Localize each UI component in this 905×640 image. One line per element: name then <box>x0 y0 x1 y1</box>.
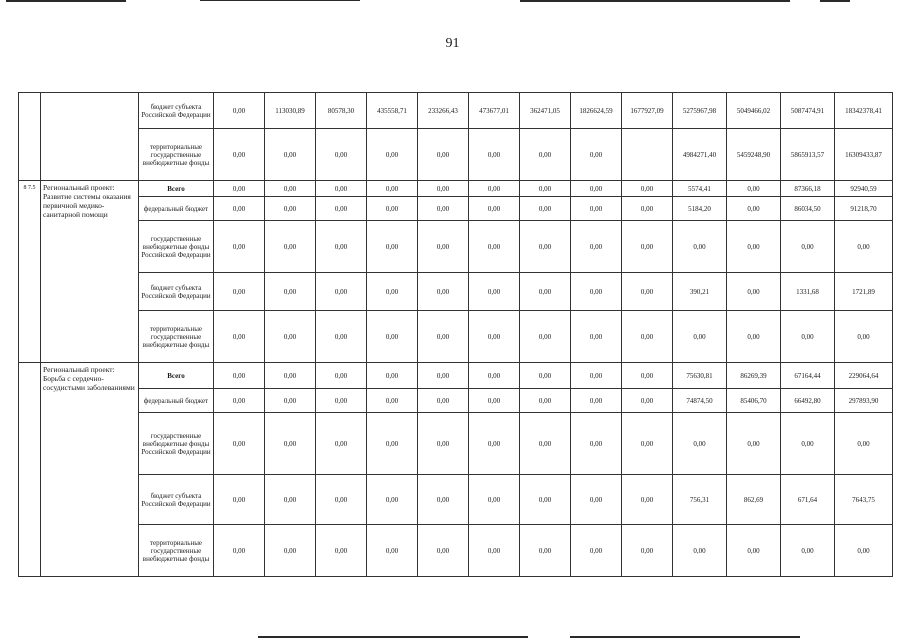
value-cell: 0,00 <box>265 181 316 197</box>
project-number-cell: 8 7.5 <box>19 181 41 363</box>
value-cell <box>622 129 673 181</box>
value-cell: 0,00 <box>781 311 835 363</box>
scan-artifact-top-left <box>6 0 126 2</box>
value-cell: 0,00 <box>265 475 316 525</box>
value-cell: 0,00 <box>520 221 571 273</box>
scan-artifact-top-right <box>520 0 790 2</box>
value-cell: 0,00 <box>520 197 571 221</box>
value-cell: 87366,18 <box>781 181 835 197</box>
value-cell: 0,00 <box>214 221 265 273</box>
value-cell: 1826624,59 <box>571 93 622 129</box>
value-cell: 0,00 <box>367 389 418 413</box>
value-cell: 0,00 <box>265 197 316 221</box>
project-name-cell: Региональный проект: Развитие системы оказания первичной медико-санитарной помощи <box>41 181 139 363</box>
value-cell: 0,00 <box>571 311 622 363</box>
value-cell: 0,00 <box>418 197 469 221</box>
budget-table <box>18 92 893 577</box>
value-cell: 0,00 <box>418 475 469 525</box>
value-cell: 92940,59 <box>835 181 893 197</box>
value-cell: 0,00 <box>673 311 727 363</box>
funding-source-cell: бюджет субъекта Российской Федерации <box>139 475 214 525</box>
value-cell: 0,00 <box>622 197 673 221</box>
value-cell: 0,00 <box>727 181 781 197</box>
table-row <box>19 181 893 197</box>
funding-source-cell: территориальные государственные внебюджетные фонды <box>139 525 214 577</box>
value-cell: 7643,75 <box>835 475 893 525</box>
value-cell: 0,00 <box>673 221 727 273</box>
value-cell: 0,00 <box>265 413 316 475</box>
value-cell: 0,00 <box>265 525 316 577</box>
value-cell: 0,00 <box>316 221 367 273</box>
value-cell: 0,00 <box>214 273 265 311</box>
value-cell: 0,00 <box>835 311 893 363</box>
value-cell: 0,00 <box>214 525 265 577</box>
value-cell: 5087474,91 <box>781 93 835 129</box>
value-cell: 85406,70 <box>727 389 781 413</box>
project-name-cell: Региональный проект: Борьба с сердечно-сосудистыми заболеваниями <box>41 363 139 577</box>
value-cell: 0,00 <box>469 389 520 413</box>
value-cell: 0,00 <box>367 413 418 475</box>
value-cell: 0,00 <box>571 363 622 389</box>
value-cell: 0,00 <box>265 363 316 389</box>
value-cell: 0,00 <box>418 413 469 475</box>
value-cell: 0,00 <box>622 363 673 389</box>
table-row <box>19 197 893 221</box>
budget-table-body <box>19 93 893 577</box>
value-cell: 0,00 <box>469 363 520 389</box>
value-cell: 0,00 <box>316 197 367 221</box>
value-cell: 0,00 <box>622 475 673 525</box>
value-cell: 0,00 <box>727 525 781 577</box>
value-cell: 0,00 <box>520 389 571 413</box>
value-cell: 0,00 <box>520 311 571 363</box>
value-cell: 0,00 <box>214 363 265 389</box>
table-row <box>19 221 893 273</box>
project-number-cell <box>19 363 41 577</box>
value-cell: 0,00 <box>367 221 418 273</box>
value-cell: 0,00 <box>316 413 367 475</box>
value-cell: 0,00 <box>418 129 469 181</box>
value-cell: 0,00 <box>265 273 316 311</box>
value-cell: 0,00 <box>835 221 893 273</box>
value-cell: 233266,43 <box>418 93 469 129</box>
value-cell: 0,00 <box>727 311 781 363</box>
value-cell: 0,00 <box>571 221 622 273</box>
value-cell: 0,00 <box>781 221 835 273</box>
scan-artifact-bottom-right <box>570 636 800 638</box>
value-cell: 0,00 <box>469 273 520 311</box>
value-cell: 0,00 <box>316 129 367 181</box>
project-name-cell <box>41 93 139 181</box>
value-cell: 0,00 <box>571 525 622 577</box>
table-row <box>19 273 893 311</box>
value-cell: 0,00 <box>781 525 835 577</box>
value-cell: 86034,50 <box>781 197 835 221</box>
value-cell: 0,00 <box>367 181 418 197</box>
value-cell: 0,00 <box>781 413 835 475</box>
funding-source-cell: Всего <box>139 363 214 389</box>
value-cell: 0,00 <box>316 363 367 389</box>
value-cell: 0,00 <box>622 311 673 363</box>
table-row <box>19 413 893 475</box>
value-cell: 4984271,40 <box>673 129 727 181</box>
value-cell: 0,00 <box>316 273 367 311</box>
value-cell: 0,00 <box>418 311 469 363</box>
funding-source-cell: территориальные государственные внебюджетные фонды <box>139 311 214 363</box>
value-cell: 5275967,98 <box>673 93 727 129</box>
value-cell: 0,00 <box>367 311 418 363</box>
table-row <box>19 389 893 413</box>
value-cell: 0,00 <box>727 221 781 273</box>
value-cell: 0,00 <box>316 389 367 413</box>
value-cell: 0,00 <box>571 129 622 181</box>
value-cell: 0,00 <box>520 129 571 181</box>
value-cell: 0,00 <box>316 475 367 525</box>
value-cell: 0,00 <box>367 363 418 389</box>
value-cell: 0,00 <box>520 413 571 475</box>
value-cell: 0,00 <box>316 311 367 363</box>
funding-source-cell: Всего <box>139 181 214 197</box>
value-cell: 5459248,90 <box>727 129 781 181</box>
value-cell: 0,00 <box>727 197 781 221</box>
value-cell: 0,00 <box>418 389 469 413</box>
value-cell: 0,00 <box>469 181 520 197</box>
funding-source-cell: государственные внебюджетные фонды Российской Федерации <box>139 221 214 273</box>
scan-artifact-bottom-left <box>258 636 528 638</box>
value-cell: 0,00 <box>214 197 265 221</box>
table-row <box>19 129 893 181</box>
value-cell: 16309433,87 <box>835 129 893 181</box>
value-cell: 0,00 <box>214 181 265 197</box>
value-cell: 0,00 <box>265 221 316 273</box>
value-cell: 0,00 <box>673 525 727 577</box>
page-number: 91 <box>445 36 460 51</box>
value-cell: 0,00 <box>622 221 673 273</box>
value-cell: 0,00 <box>214 93 265 129</box>
value-cell: 0,00 <box>418 363 469 389</box>
value-cell: 1331,68 <box>781 273 835 311</box>
value-cell: 0,00 <box>571 475 622 525</box>
value-cell: 0,00 <box>367 273 418 311</box>
funding-source-cell: федеральный бюджет <box>139 197 214 221</box>
value-cell: 0,00 <box>571 181 622 197</box>
table-row <box>19 525 893 577</box>
value-cell: 0,00 <box>622 181 673 197</box>
value-cell: 5184,20 <box>673 197 727 221</box>
value-cell: 0,00 <box>520 525 571 577</box>
funding-source-cell: государственные внебюджетные фонды Российской Федерации <box>139 413 214 475</box>
value-cell: 0,00 <box>418 525 469 577</box>
value-cell: 0,00 <box>520 363 571 389</box>
value-cell: 1677927,09 <box>622 93 673 129</box>
value-cell: 0,00 <box>469 475 520 525</box>
value-cell: 0,00 <box>214 413 265 475</box>
value-cell: 74874,50 <box>673 389 727 413</box>
value-cell: 86269,39 <box>727 363 781 389</box>
value-cell: 0,00 <box>622 413 673 475</box>
value-cell: 0,00 <box>214 129 265 181</box>
scan-artifact-top-mid <box>200 0 360 1</box>
value-cell: 390,21 <box>673 273 727 311</box>
value-cell: 0,00 <box>316 181 367 197</box>
value-cell: 435558,71 <box>367 93 418 129</box>
value-cell: 0,00 <box>418 273 469 311</box>
value-cell: 91218,70 <box>835 197 893 221</box>
funding-source-cell: федеральный бюджет <box>139 389 214 413</box>
value-cell: 75630,81 <box>673 363 727 389</box>
table-row <box>19 475 893 525</box>
value-cell: 67164,44 <box>781 363 835 389</box>
value-cell: 0,00 <box>367 197 418 221</box>
funding-source-cell: территориальные государственные внебюджетные фонды <box>139 129 214 181</box>
value-cell: 0,00 <box>367 129 418 181</box>
value-cell: 473677,01 <box>469 93 520 129</box>
value-cell: 0,00 <box>727 413 781 475</box>
value-cell: 0,00 <box>418 181 469 197</box>
value-cell: 362471,05 <box>520 93 571 129</box>
value-cell: 80578,30 <box>316 93 367 129</box>
value-cell: 0,00 <box>520 181 571 197</box>
value-cell: 1721,89 <box>835 273 893 311</box>
value-cell: 0,00 <box>469 197 520 221</box>
value-cell: 0,00 <box>469 311 520 363</box>
value-cell: 0,00 <box>469 525 520 577</box>
value-cell: 297893,90 <box>835 389 893 413</box>
value-cell: 0,00 <box>265 129 316 181</box>
value-cell: 0,00 <box>520 475 571 525</box>
value-cell: 862,69 <box>727 475 781 525</box>
value-cell: 0,00 <box>622 273 673 311</box>
value-cell: 0,00 <box>571 273 622 311</box>
project-number-cell <box>19 93 41 181</box>
value-cell: 0,00 <box>469 413 520 475</box>
value-cell: 0,00 <box>673 413 727 475</box>
value-cell: 5865913,57 <box>781 129 835 181</box>
value-cell: 18342378,41 <box>835 93 893 129</box>
table-row <box>19 93 893 129</box>
value-cell: 0,00 <box>316 525 367 577</box>
value-cell: 0,00 <box>622 525 673 577</box>
value-cell: 0,00 <box>571 389 622 413</box>
value-cell: 0,00 <box>214 311 265 363</box>
value-cell: 66492,80 <box>781 389 835 413</box>
value-cell: 0,00 <box>469 221 520 273</box>
value-cell: 0,00 <box>418 221 469 273</box>
value-cell: 0,00 <box>469 129 520 181</box>
value-cell: 113030,89 <box>265 93 316 129</box>
value-cell: 0,00 <box>520 273 571 311</box>
value-cell: 0,00 <box>835 525 893 577</box>
value-cell: 0,00 <box>214 475 265 525</box>
value-cell: 0,00 <box>367 525 418 577</box>
value-cell: 5049466,02 <box>727 93 781 129</box>
table-row <box>19 311 893 363</box>
value-cell: 0,00 <box>835 413 893 475</box>
funding-source-cell: бюджет субъекта Российской Федерации <box>139 273 214 311</box>
value-cell: 5574,41 <box>673 181 727 197</box>
value-cell: 0,00 <box>727 273 781 311</box>
value-cell: 0,00 <box>265 311 316 363</box>
value-cell: 0,00 <box>571 197 622 221</box>
table-row <box>19 363 893 389</box>
value-cell: 671,64 <box>781 475 835 525</box>
value-cell: 0,00 <box>367 475 418 525</box>
value-cell: 229064,64 <box>835 363 893 389</box>
value-cell: 0,00 <box>265 389 316 413</box>
value-cell: 756,31 <box>673 475 727 525</box>
funding-source-cell: бюджет субъекта Российской Федерации <box>139 93 214 129</box>
value-cell: 0,00 <box>622 389 673 413</box>
value-cell: 0,00 <box>571 413 622 475</box>
value-cell: 0,00 <box>214 389 265 413</box>
scan-artifact-top-far-right <box>820 0 850 2</box>
